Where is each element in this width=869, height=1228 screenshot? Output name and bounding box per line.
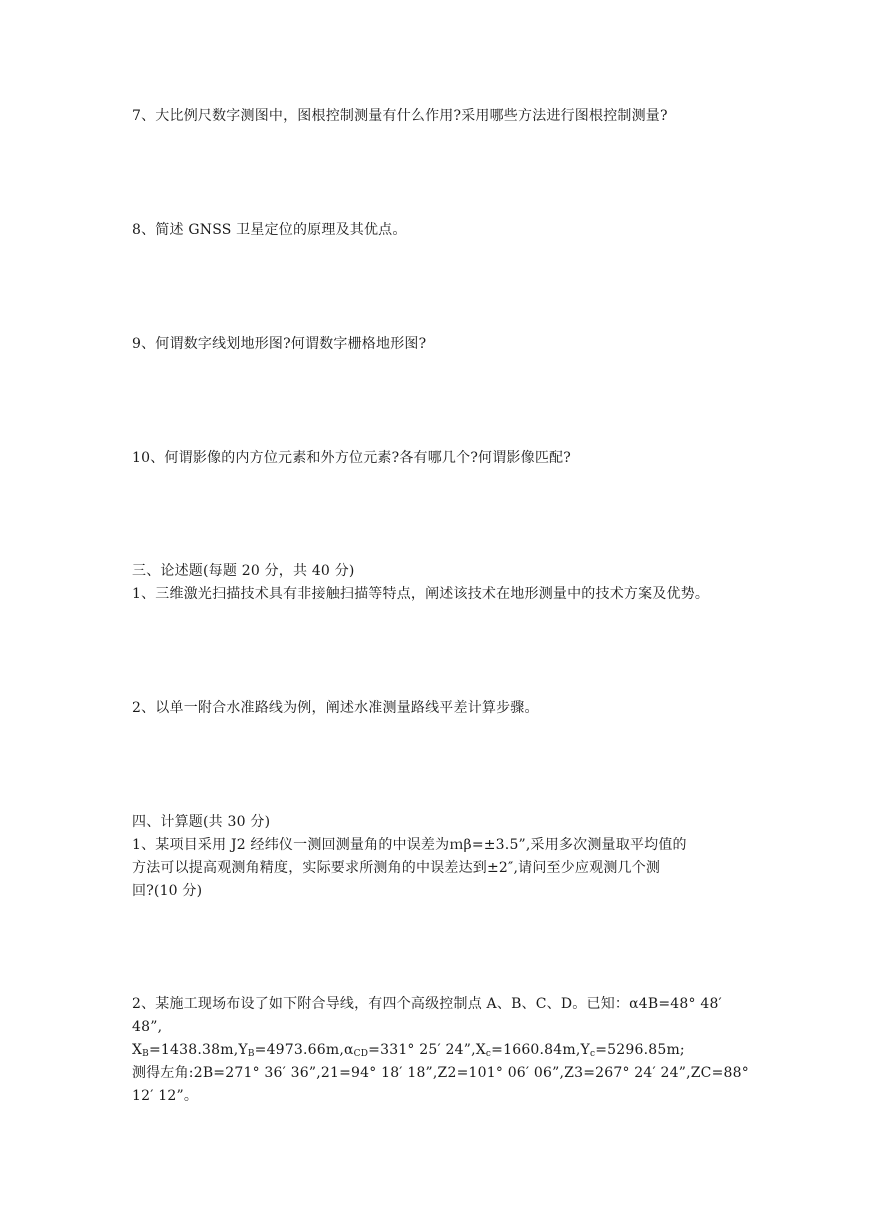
yb-subscript: B	[247, 1049, 255, 1059]
xb-label: X	[132, 1042, 143, 1058]
yc-value: =5296.85m;	[595, 1042, 685, 1058]
section-4-q2-line-1: 2、某施工现场布设了如下附合导线，有四个高级控制点 A、B、C、D。已知：α4B=48° 48′	[132, 996, 722, 1012]
section-4-q2-line-5: 12′ 12”。	[132, 1088, 199, 1104]
question-8: 8、简述 GNSS 卫星定位的原理及其优点。	[132, 222, 407, 238]
yc-subscript: c	[589, 1049, 596, 1059]
alpha-subscript: CD	[353, 1049, 369, 1059]
section-3-question-2: 2、以单一附合水准路线为例，阐述水准测量路线平差计算步骤。	[132, 700, 539, 716]
section-4-q1-line-1: 1、某项目采用 J2 经纬仪一测回测量角的中误差为ｍβ=±3.5”,采用多次测量取平均值的	[132, 837, 687, 853]
xb-subscript: B	[142, 1049, 149, 1059]
section-4-q1-line-3: 回?(10 分)	[132, 883, 203, 899]
xc-value: =1660.84m,	[491, 1042, 581, 1058]
section-3-question-1: 1、三维激光扫描技术具有非接触扫描等特点，阐述该技术在地形测量中的技术方案及优势。	[132, 586, 710, 602]
yb-label: Y	[238, 1042, 248, 1058]
yb-value: =4973.66m,	[254, 1042, 344, 1058]
section-4-q2-line-4: 测得左角:2B=271° 36′ 36”,21=94° 18′ 18”,Z2=101° 06′ 06”,Z3=267° 24′ 24”,ZC=88°	[132, 1065, 749, 1081]
xb-value: =1438.38m,	[149, 1042, 239, 1058]
question-10: 10、何谓影像的内方位元素和外方位元素?各有哪几个?何谓影像匹配?	[132, 450, 571, 466]
section-4-q2-line-2: 48”,	[132, 1019, 163, 1035]
section-4-q1-line-2: 方法可以提高观测角精度，实际要求所测角的中误差达到±2″,请问至少应观测几个测	[132, 860, 661, 876]
yc-label: Y	[580, 1042, 590, 1058]
xc-subscript: c	[485, 1049, 492, 1059]
question-7: 7、大比例尺数字测图中，图根控制测量有什么作用?采用哪些方法进行图根控制测量?	[132, 108, 668, 124]
question-9: 9、何谓数字线划地形图?何谓数字栅格地形图?	[132, 336, 427, 352]
section-4-q2-line-3	[132, 1040, 685, 1064]
section-4-heading: 四、计算题(共 30 分)	[132, 814, 271, 830]
alpha-label: α	[344, 1042, 354, 1058]
alpha-value: =331° 25′ 24”,	[368, 1042, 476, 1058]
section-3-heading: 三、论述题(每题 20 分，共 40 分)	[132, 563, 355, 579]
xc-label: X	[475, 1042, 486, 1058]
